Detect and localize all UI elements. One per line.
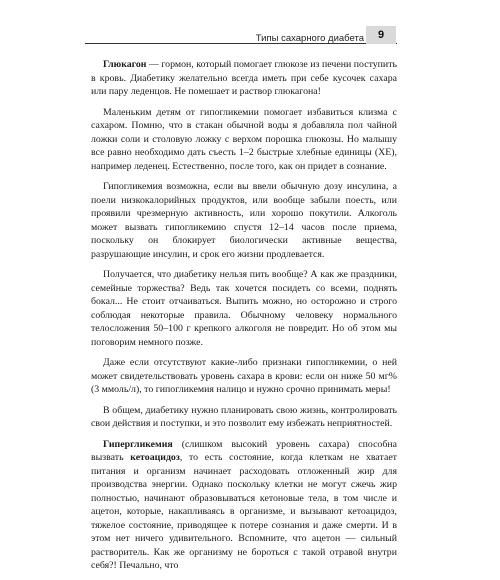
paragraph-text: — гормон, который помогает глюкозе из печени поступить в кровь. Диабетику желательно всегда иметь при себе кусочек сахара или пару леденцов. Не помешает и раствор глюкагона! bbox=[91, 59, 397, 97]
running-header-title: Типы сахарного диабета bbox=[255, 33, 364, 44]
paragraph-text: , то есть состояние, когда клеткам не хватает питания и организм начинает расходовать отложенный жир для производства энергии. Однако поскольку клетки не могут сжечь жир полностью, начинают образовываться кетоновые тела, в том числе и ацетон, которые, накапливаясь в организме, и вызывают кетоацидоз, тяжелое состояние, приводящее к потере сознания и даже смерти. И в этом нет ничего удивительного. Вспомните, что ацетон — сильный растворитель. Как же организму не бороться с такой отравой внутри себя?! Печально, что bbox=[91, 452, 397, 571]
paragraph-text: Маленьким детям от гипогликемии помогает избавиться клизма с сахаром. Помню, что в стакан обычной воды я добавляла пол чайной ложки соли и столовую ложку с верхом порошка глюкозы. Но малышу все равно необходимо дать съесть 1–2 быстрые хлебные единицы (ХЕ), например леденец. Естественно, после того, как он придет в сознание. bbox=[91, 106, 397, 172]
paragraph-text: Получается, что диабетику нельзя пить вообще? А как же праздники, семейные торжества? Ведь так хочется посидеть со всеми, поднять бокал... Не стоит отчаиваться. Выпить можно, но осторожно и строго соблюдая некоторые правила. Обычному человеку нормального телосложения 50–100 г крепкого алкоголя не повредит. Но об этом мы поговорим немного позже. bbox=[91, 269, 397, 348]
paragraph-text: В общем, диабетику нужно планировать свою жизнь, контролировать свои действия и поступки, и это позволит ему избежать неприятностей. bbox=[91, 404, 397, 429]
term-ketoacidosis: кетоацидоз bbox=[130, 452, 180, 463]
paragraph-text: Гипогликемия возможна, если вы ввели обычную дозу инсулина, а поели низкокалорийных продуктов, или вообще забыли поесть, или проявили чрезмерную активность, или хорошо покутили. Алкоголь может вызвать гипогликемию спустя 12–14 часов после приема, поскольку он блокирует биологически активные вещества, разрушающие инсулин, и срок его жизни продлевается. bbox=[91, 181, 397, 260]
paragraph bbox=[91, 180, 397, 261]
paragraph-text: (слишком высокий уровень сахара) способна вызвать bbox=[91, 438, 397, 463]
paragraph bbox=[91, 404, 397, 431]
paragraph bbox=[91, 268, 397, 349]
term-glucagon: Глюкагон bbox=[103, 59, 147, 70]
paragraph-hyperglycemia bbox=[91, 438, 397, 573]
body-text bbox=[91, 58, 397, 580]
term-hyperglycemia: Гипергликемия bbox=[103, 438, 173, 450]
paragraph bbox=[91, 356, 397, 397]
paragraph-text: Даже если отсутствуют какие-либо признаки гипогликемии, о ней может свидетельствовать уровень сахара в крови: если он ниже 50 мг% (3 ммоль/л), то гипогликемия налицо и нужно срочно принимать меры! bbox=[91, 357, 397, 395]
running-header bbox=[0, 0, 500, 50]
paragraph bbox=[91, 106, 397, 174]
paragraph-glucagon bbox=[91, 58, 397, 99]
page-number: 9 bbox=[366, 26, 396, 44]
